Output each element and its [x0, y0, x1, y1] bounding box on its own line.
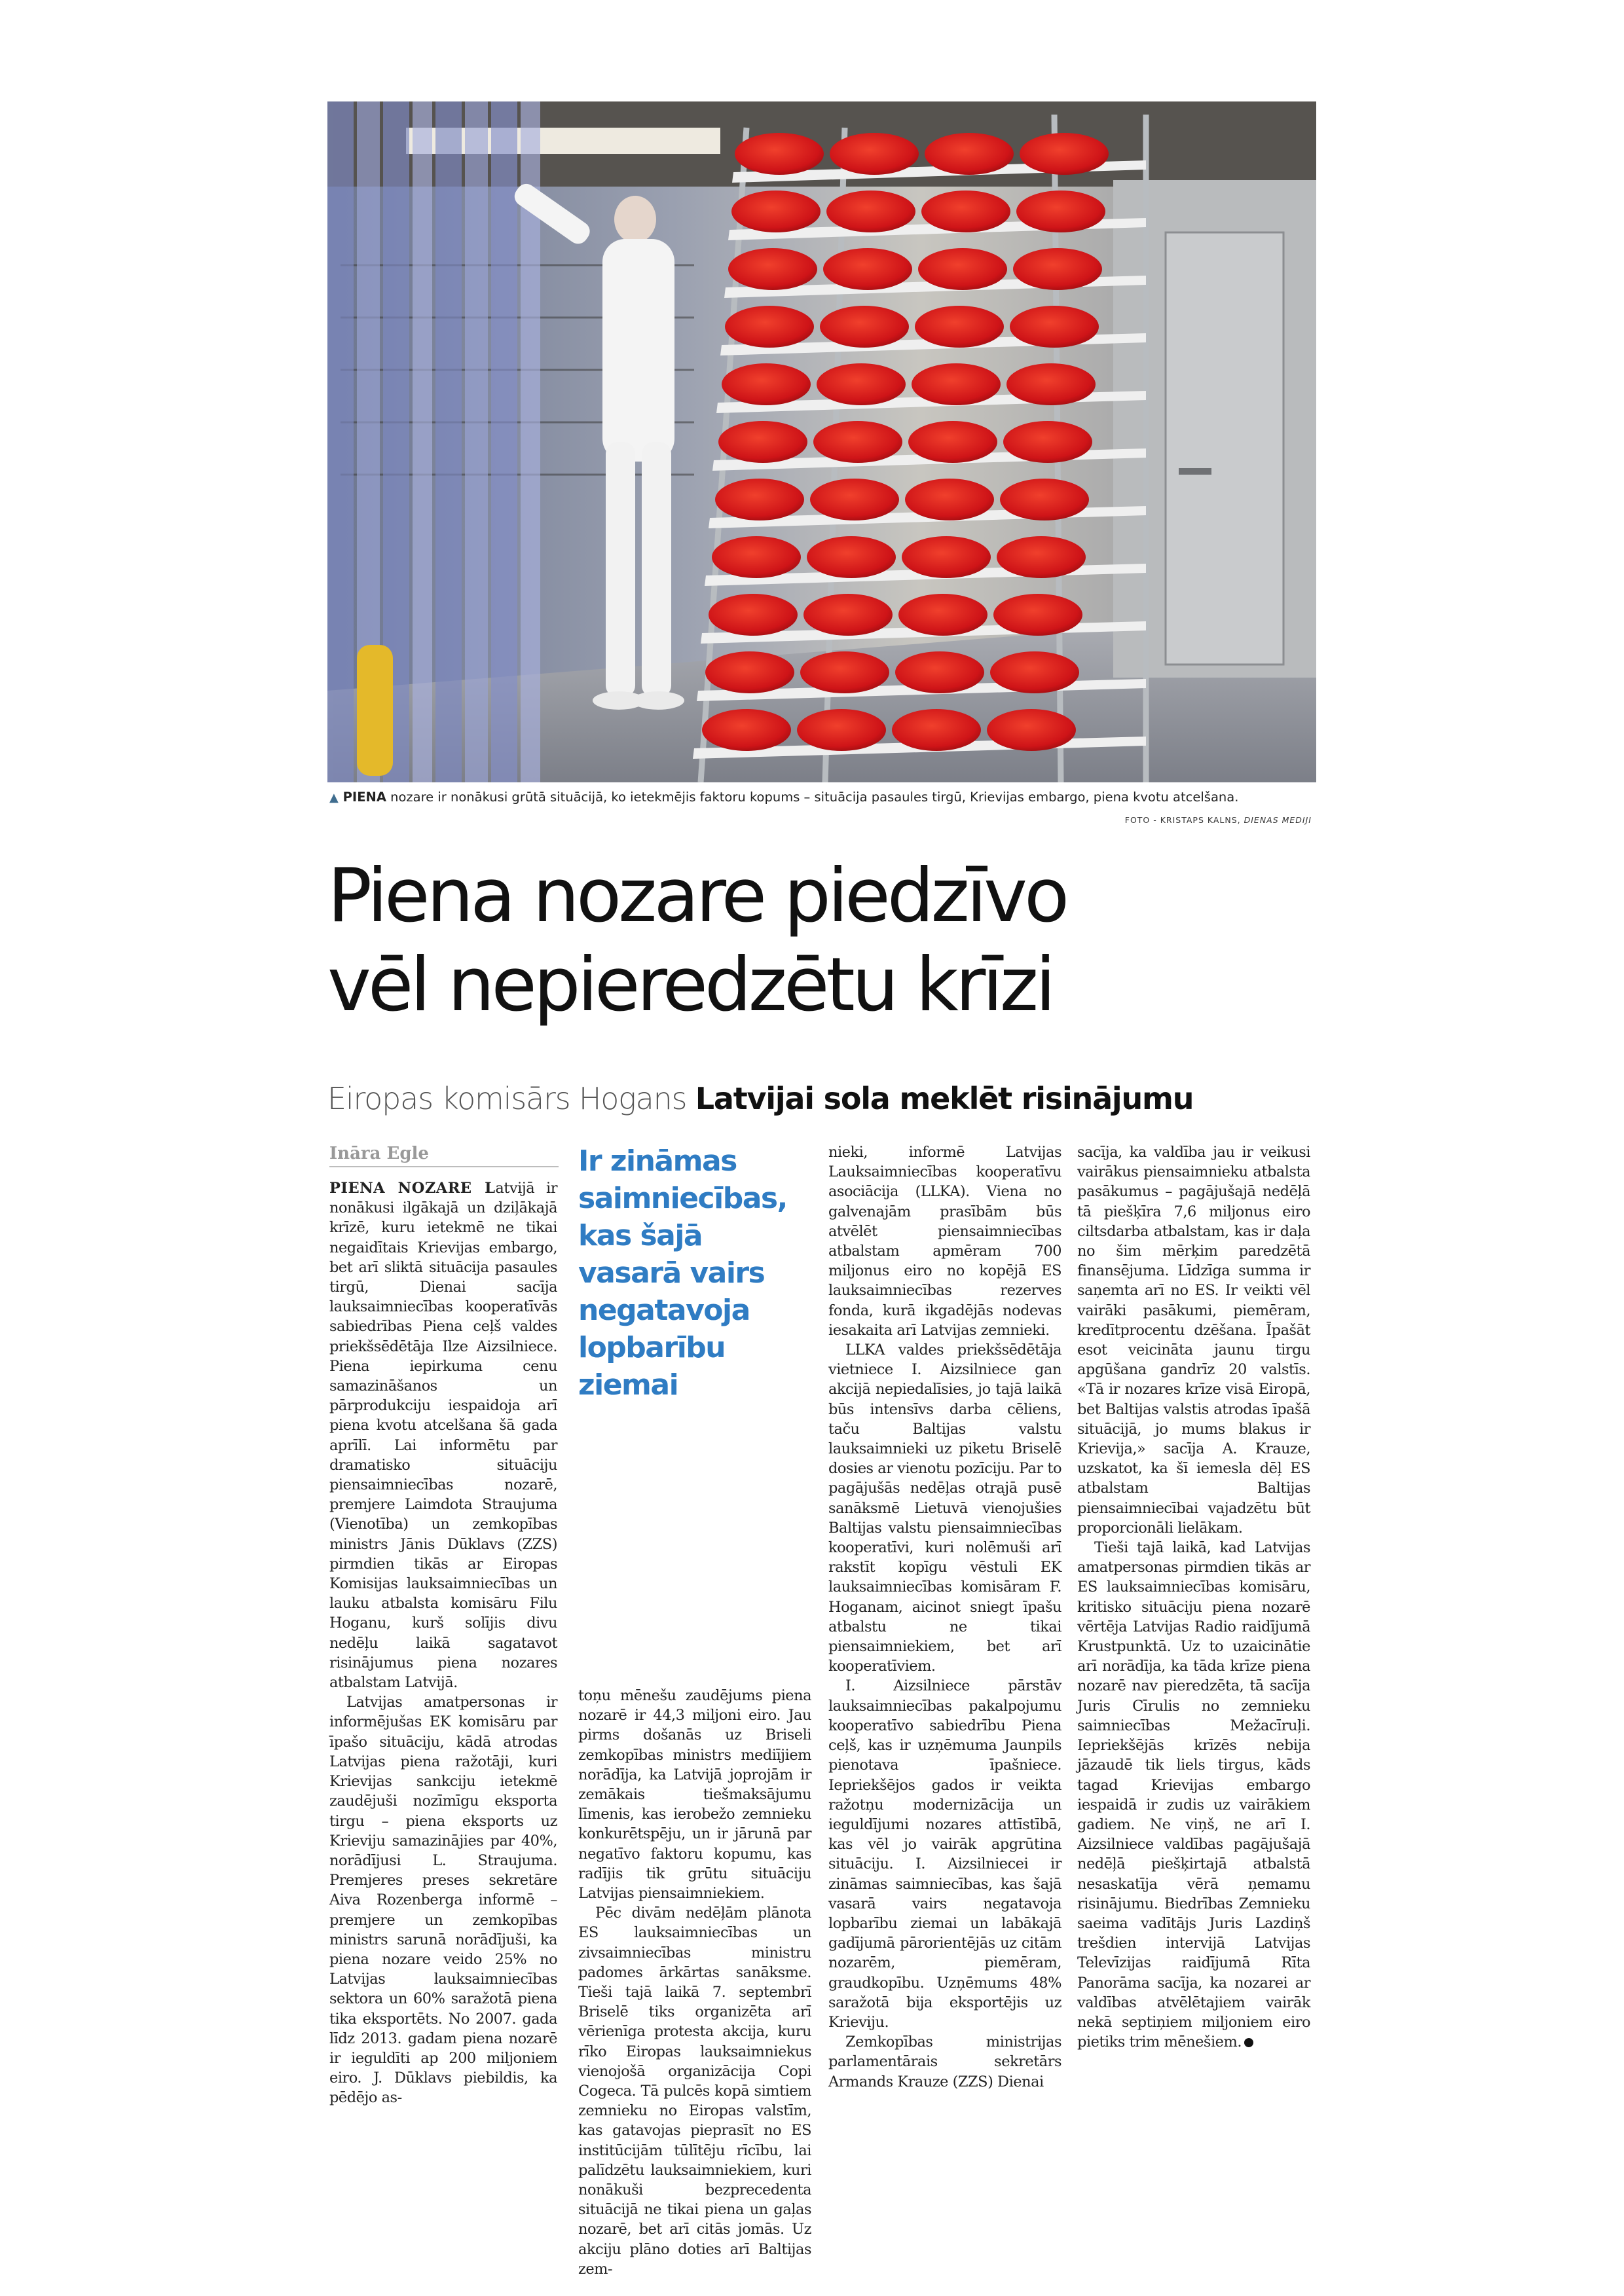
- byline: Ināra Egle: [329, 1144, 559, 1167]
- paragraph: toņu mēnešu zaudējums piena nozarē ir 44,3 miljoni eiro. Jau pirms došanās uz Briseli zemkopības ministrs mediījiem norādīja, ka Latvijā joprojām ir zemākais tiešmaksājumu līmenis, kas ierobežo zemnieku konkurētspēju, un ir jārunā par negatīvo faktoru kopumu, kas radījis tik grūtu situāciju Latvijas piensaimniekiem.: [578, 1687, 811, 1903]
- cheese-wheel: [912, 363, 1001, 405]
- credit-source: DIENAS MEDIJI: [1244, 815, 1312, 825]
- cheese-wheel: [990, 651, 1079, 693]
- paragraph: Pēc divām nedēļām plānota ES lauksaimniecības un zivsaimniecības ministru padomes ārkārtas sanāksme. Tieši tajā laikā 7. septembrī Briselē tiks organizēta arī vērienīga protesta akcija, kuru rīko Eiropas lauksaimniekus vienojošā organizācija Copi Cogeca. Tā pulcēs kopā simtiem zemnieku no Eiropas valstīm, kas gatavojas pieprasīt no ES institūcijām tūlītēju rīcību, lai palīdzētu lauksaimniekiem, kuri nonākuši bezprecedenta situācijā ne tikai piena un gaļas nozarē, bet arī citās jomās. Uz akciju plāno doties arī Baltijas zem-: [578, 1904, 811, 2278]
- cheese-wheel: [735, 133, 824, 175]
- cheese-wheel: [918, 248, 1007, 290]
- headline-line-1: Piena nozare piedzīvo: [327, 852, 1067, 939]
- photo-illustration: [327, 101, 1316, 782]
- cheese-wheel: [908, 421, 997, 463]
- cheese-wheel: [895, 651, 984, 693]
- paragraph: LLKA valdes priekšsēdētāja vietniece I. Aizsilniece gan akcijā nepiedalīsies, jo tajā laikā būs intensīvs darba cēliens, taču Baltijas valstu lauksaimnieki uz piketu Briselē dosies ar vienotu pozīciju. Par to pagājušās nedēļas otrajā pusē sanāksmē Lietuvā vienojušies Baltijas valstu piensaimniecības kooperatīvi, kuri nolēmuši arī rakstīt kopīgu vēstuli EK lauksaimniecības komisāram F. Hoganam, aicinot sniegt īpašu atbalstu ne tikai piensaimniekiem, bet arī kooperatīviem.: [828, 1341, 1061, 1675]
- article-column-4: [1077, 1142, 1310, 2052]
- article-column-2: [578, 1686, 811, 2279]
- paragraph-text: Tieši tajā laikā, kad Latvijas amatpersonas pirmdien tikās ar ES lauksaimniecības komisāru, kritisko situāciju piena nozarē vērtēja Latvijas Radio raidījumā Krustpunktā. Uz to uzaicinātie arī norādīja, ka tāda krīze piena nozarē nav pieredzēta, tā sacīja Juris Cīrulis no zemnieku saimniecības Mežacīruļi. Iepriekšējās krīzēs nebija jāzaudē tik liels tirgus, kāds tagad Krievijas embargo iespaidā ir zudis uz vairākiem gadiem. Ne viņš, ne arī I. Aizsilniece valdības pagājušajā nedēļā piešķirtajā atbalstā nesaskatīja vērā ņemamu risinājumu. Biedrības Zemnieku saeima vadītājs Juris Lazdiņš trešdien intervijā Latvijas Televīzijas raidījumā Rīta Panorāma sacīja, ka nozarei ar valdības atvēlētajiem vairāk nekā septiņiem miljoniem eiro pietiks trim mēnešiem.: [1077, 1539, 1310, 2051]
- paragraph: [329, 1178, 557, 1692]
- cheese-wheel: [731, 191, 821, 232]
- subheadline-light: Eiropas komisārs Hogans: [327, 1081, 687, 1116]
- cheese-wheel: [722, 363, 811, 405]
- cheese-wheel: [892, 709, 981, 751]
- cheese-wheel: [728, 248, 817, 290]
- cheese-wheel: [1000, 479, 1089, 520]
- cheese-wheel: [803, 594, 893, 636]
- cheese-wheel: [709, 594, 798, 636]
- paragraph: sacīja, ka valdība jau ir veikusi vairākus piensaimnieku atbalsta pasākumus – pagājušajā nedēļā tā piešķīra 7,6 miljonus eiro ciltsdarba atbalstam, kas ir daļa no šim mērķim paredzētā finansējuma. Līdzīga summa ir saņemta arī no ES. Ir veikti vēl vairāki pasākumi, piemēram, kredītprocentu dzēšana. Īpašāt esot veicināta jaunu tirgu apgūšana gandrīz 20 valstīs. «Tā ir nozares krīze visā Eiropā, bet Baltijas valstis atrodas īpašā situācijā, jo mums blakus ir Krievija,» sacīja A. Krauze, uzskatot, ka šī iemesla dēļ ES atbalstam Baltijas piensaimniecībai vajadzētu būt proporcionāli lielākam.: [1077, 1144, 1310, 1537]
- article-column-1: [329, 1178, 557, 2108]
- cheese-wheel: [915, 306, 1004, 348]
- cheese-wheel: [997, 536, 1086, 578]
- cheese-wheel: [823, 248, 912, 290]
- caption-text: nozare ir nonākusi grūtā situācijā, ko ietekmējis faktoru kopums – situācija pasaules tirgū, Krievijas embargo, piena kvotu atcelšana.: [386, 790, 1239, 805]
- photo-caption: [329, 788, 1312, 807]
- cheese-wheel: [810, 479, 899, 520]
- cheese-wheel: [925, 133, 1014, 175]
- cheese-wheel: [1006, 363, 1096, 405]
- cheese-wheel: [797, 709, 886, 751]
- article-subheadline: [327, 1079, 1323, 1118]
- cheese-wheel: [718, 421, 807, 463]
- credit-prefix: FOTO - KRISTAPS KALNS,: [1124, 815, 1244, 825]
- cheese-wheel: [705, 651, 794, 693]
- cheese-warehouse-photo: [327, 101, 1316, 782]
- caption-lead: PIENA: [342, 790, 386, 805]
- photo-credit: [1125, 815, 1312, 825]
- pullquote: Ir zināmas saimniecības, kas šajā vasarā vairs negatavoja lopbarību ziemai: [578, 1144, 787, 1402]
- cheese-wheel: [817, 363, 906, 405]
- subheadline-bold: Latvijai sola meklēt risinājumu: [695, 1081, 1194, 1116]
- cheese-wheel: [820, 306, 909, 348]
- cheese-wheel: [987, 709, 1076, 751]
- cheese-wheel: [715, 479, 804, 520]
- cheese-wheel: [725, 306, 814, 348]
- cheese-wheel: [813, 421, 902, 463]
- article-headline: [327, 851, 1349, 1029]
- caption-triangle-icon: ▲: [329, 791, 339, 805]
- headline-line-2: vēl nepieredzētu krīzi: [327, 941, 1053, 1028]
- paragraph: I. Aizsilniece pārstāv lauksaimniecības pakalpojumu kooperatīvo sabiedrību Piena ceļš, kas ir uzņēmuma Jaunpils pienotava īpašniece. Iepriekšējos gados ir veikta ražotņu modernizācija un ieguldījumi nozares attīstībā, kas vēl jo vairāk apgrūtina situāciju. I. Aizsilniecei ir zināmas saimniecības, kas šajā vasarā vairs negatavoja lopbarību ziemai un labākajā gadījumā pārorientējās uz citām nozarēm, piemēram, graudkopību. Uzņēmums 48% saražotā bija eksportējis uz Krieviju.: [828, 1677, 1061, 2031]
- kicker: PIENA NOZARE L: [329, 1180, 496, 1197]
- cheese-wheel: [1016, 191, 1105, 232]
- paragraph: [1077, 1538, 1310, 2052]
- cheese-wheel: [807, 536, 896, 578]
- cheese-wheel: [993, 594, 1082, 636]
- pullquote-block: [578, 1142, 811, 1404]
- cheese-wheel: [826, 191, 915, 232]
- cheese-wheel: [800, 651, 889, 693]
- cheese-wheel: [830, 133, 919, 175]
- paragraph: Zemkopības ministrijas parlamentārais sekretārs Armands Krauze (ZZS) Dienai: [828, 2033, 1061, 2090]
- cheese-wheel: [921, 191, 1010, 232]
- cheese-wheel: [1020, 133, 1109, 175]
- paragraph: Latvijas amatpersonas ir informējušas EK komisāru par īpašo situāciju, kādā atrodas Latvijas piena ražotāji, kuri Krievijas sankciju ietekmē zaudējuši nozīmīgu eksporta tirgu – piena eksports uz Krieviju samazinājies par 40%, norādījusi L. Straujuma. Premjeres preses sekretāre Aiva Rozenberga informē – premjere un zemkopības ministrs sarunā norādījuši, ka piena nozare veido 25% no Latvijas lauksaimniecības sektora un 60% saražotā piena tika eksportēts. No 2007. gada līdz 2013. gadam piena nozarē ir ieguldīti ap 200 miljoniem eiro. J. Dūklavs piebildis, ka pēdējo as-: [329, 1694, 557, 2107]
- paragraph: nieki, informē Latvijas Lauksaimniecības kooperatīvu asociācija (LLKA). Viena no galvenajām prasībām būs atvēlēt piensaimniecības atbalstam apmēram 700 miljonus eiro no kopējā ES lauksaimniecības rezerves fonda, kurā ikgadējās nodevas iesakaita arī Latvijas zemnieki.: [828, 1144, 1061, 1339]
- cheese-wheel: [1003, 421, 1092, 463]
- end-mark-icon: [1244, 2038, 1253, 2047]
- article-column-3: [828, 1142, 1061, 2092]
- paragraph-text: atvijā ir nonākusi ilgākajā un dziļākajā krīzē, kuru ietekmē ne tikai negaidītais Krievijas embargo, bet arī sliktā situācija pasaules tirgū, Dienai sacīja lauksaimniecības kooperatīvās sabiedrības Piena ceļš valdes priekšsēdētāja Ilze Aizsilniece. Piena iepirkuma cenu samazināšanos un pārprodukciju iespaidoja arī piena kvotu atcelšana šā gada aprīlī. Lai informētu par dramatisko situāciju piensaimniecības nozarē, premjere Laimdota Straujuma (Vienotība) un zemkopības ministrs Jānis Dūklavs (ZZS) pirmdien tikās ar Eiropas Komisijas lauksaimniecības un lauku atbalsta komisāru Filu Hoganu, kurš solījis divu nedēļu laikā sagatavot risinājumus piena nozares atbalstam Latvijā.: [329, 1180, 557, 1692]
- cheese-wheel: [1010, 306, 1099, 348]
- cheese-wheel: [702, 709, 791, 751]
- cheese-wheel: [905, 479, 994, 520]
- cheese-wheel: [902, 536, 991, 578]
- cheese-wheel: [898, 594, 987, 636]
- cheese-wheel: [712, 536, 801, 578]
- cheese-wheel: [1013, 248, 1102, 290]
